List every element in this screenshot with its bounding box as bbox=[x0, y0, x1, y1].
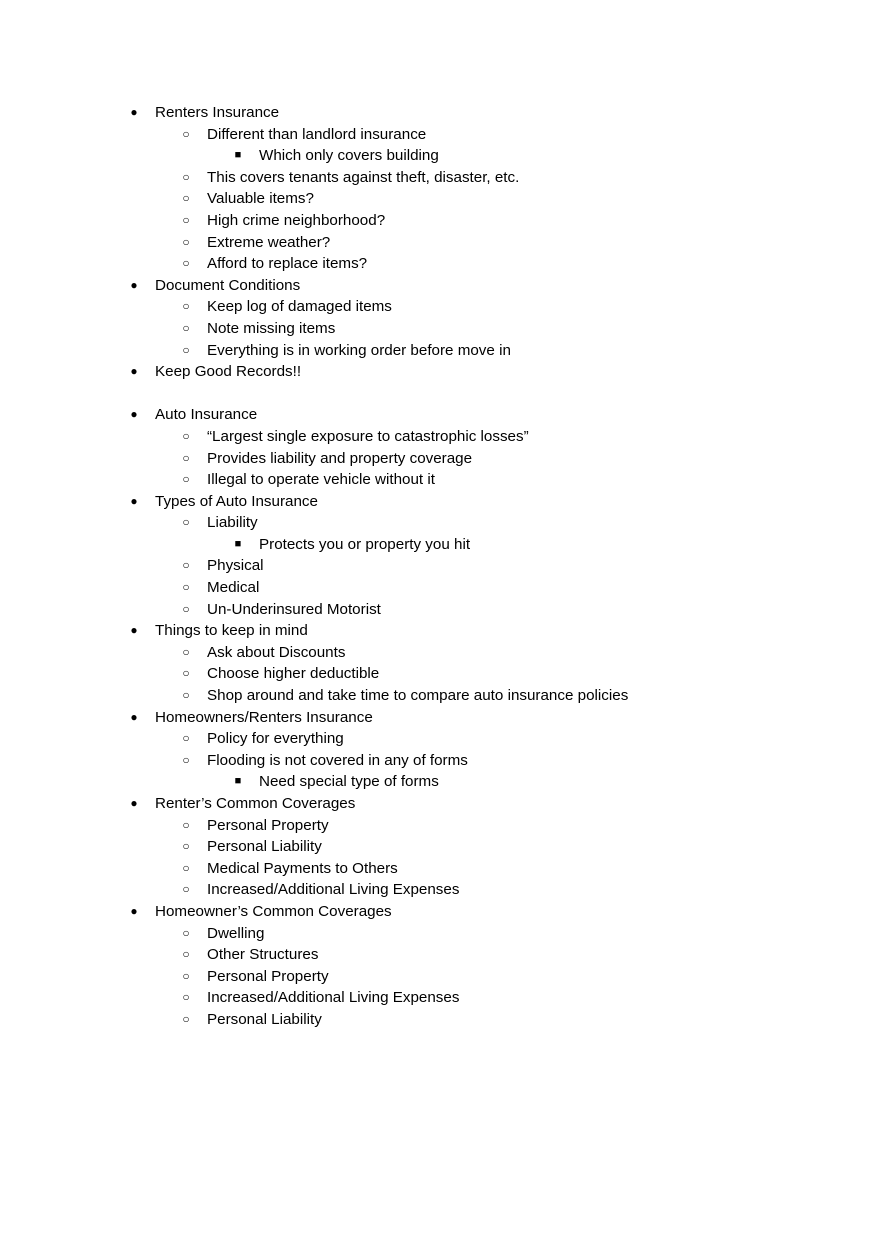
bullet-icon: ○ bbox=[182, 817, 190, 832]
bullet-icon: ○ bbox=[182, 925, 190, 940]
bullet-icon: ○ bbox=[182, 472, 190, 487]
list-item-text: Need special type of forms bbox=[259, 773, 439, 791]
list-item-text: Things to keep in mind bbox=[155, 622, 308, 640]
bullet-icon: ○ bbox=[182, 515, 190, 530]
list-item-text: Everything is in working order before move in bbox=[207, 341, 511, 359]
bullet-icon: ○ bbox=[182, 947, 190, 962]
list-item-level-2 bbox=[0, 750, 880, 772]
list-item-level-1 bbox=[0, 361, 880, 383]
list-item-level-3 bbox=[0, 771, 880, 793]
bullet-icon: ○ bbox=[182, 644, 190, 659]
bullet-icon: ○ bbox=[182, 428, 190, 443]
list-item-text: Auto Insurance bbox=[155, 406, 258, 424]
list-item-text: Valuable items? bbox=[207, 190, 314, 208]
list-item-text: Keep Good Records!! bbox=[155, 363, 302, 381]
list-item-level-2 bbox=[0, 879, 880, 901]
list-item-level-2 bbox=[0, 188, 880, 210]
list-item-level-2 bbox=[0, 124, 880, 146]
bullet-icon: ○ bbox=[182, 191, 190, 206]
list-item-level-2 bbox=[0, 599, 880, 621]
list-item-level-1 bbox=[0, 275, 880, 297]
bullet-icon: ● bbox=[130, 493, 138, 508]
bullet-icon: ● bbox=[130, 407, 138, 422]
list-item-level-2 bbox=[0, 555, 880, 577]
bullet-icon: ○ bbox=[182, 968, 190, 983]
bullet-icon: ● bbox=[130, 277, 138, 292]
list-item-text: Increased/Additional Living Expenses bbox=[207, 989, 460, 1007]
list-item-level-2 bbox=[0, 966, 880, 988]
bullet-icon: ○ bbox=[182, 212, 190, 227]
bullet-icon: ● bbox=[130, 105, 138, 119]
list-item-text: Extreme weather? bbox=[207, 233, 331, 251]
list-item-level-1 bbox=[0, 707, 880, 729]
list-item-level-2 bbox=[0, 469, 880, 491]
list-item-level-2 bbox=[0, 512, 880, 534]
list-item-level-2 bbox=[0, 944, 880, 966]
list-item-text: Homeowner’s Common Coverages bbox=[155, 902, 392, 920]
bullet-icon: ○ bbox=[182, 342, 190, 357]
list-item-text: This covers tenants against theft, disaster, etc. bbox=[207, 168, 520, 186]
bullet-icon: ○ bbox=[182, 169, 190, 184]
bullet-icon: ○ bbox=[182, 320, 190, 335]
list-item-level-1 bbox=[0, 901, 880, 923]
list-item-text: High crime neighborhood? bbox=[207, 211, 386, 229]
bullet-icon: ○ bbox=[182, 1011, 190, 1026]
list-item-level-2 bbox=[0, 210, 880, 232]
bullet-icon: ■ bbox=[234, 149, 242, 162]
list-item-level-2 bbox=[0, 836, 880, 858]
list-item-level-1 bbox=[0, 620, 880, 642]
list-item-text: Flooding is not covered in any of forms bbox=[207, 751, 468, 769]
list-item-text: Personal Property bbox=[207, 816, 329, 834]
blank-line bbox=[0, 383, 880, 405]
bullet-icon: ● bbox=[130, 903, 138, 918]
list-item-text: Which only covers building bbox=[259, 147, 439, 165]
list-item-level-2 bbox=[0, 426, 880, 448]
bullet-icon: ● bbox=[130, 623, 138, 638]
list-item-text: Ask about Discounts bbox=[207, 643, 346, 661]
list-item-text: Dwelling bbox=[207, 924, 265, 942]
list-item-text: Other Structures bbox=[207, 946, 319, 964]
list-item-level-2 bbox=[0, 642, 880, 664]
list-item-text: Provides liability and property coverage bbox=[207, 449, 473, 467]
list-item-level-3 bbox=[0, 145, 880, 167]
list-item-text: Choose higher deductible bbox=[207, 665, 380, 683]
list-item-level-2 bbox=[0, 318, 880, 340]
bullet-icon: ○ bbox=[182, 839, 190, 854]
bullet-icon: ○ bbox=[182, 731, 190, 746]
bullet-icon: ● bbox=[130, 709, 138, 724]
list-item-level-2 bbox=[0, 253, 880, 275]
list-item-level-2 bbox=[0, 577, 880, 599]
list-item-text: Afford to replace items? bbox=[207, 255, 368, 273]
list-item-level-2 bbox=[0, 923, 880, 945]
bullet-icon: ○ bbox=[182, 688, 190, 703]
list-item-level-2 bbox=[0, 728, 880, 750]
list-item-text: Illegal to operate vehicle without it bbox=[207, 471, 435, 489]
bullet-icon: ○ bbox=[182, 601, 190, 616]
list-item-level-1 bbox=[0, 404, 880, 426]
bullet-icon: ○ bbox=[182, 558, 190, 573]
list-item-text: Renter’s Common Coverages bbox=[155, 795, 356, 812]
list-item-text: Types of Auto Insurance bbox=[155, 492, 318, 510]
list-item-text: Renters Insurance bbox=[155, 104, 280, 121]
list-item-level-2 bbox=[0, 685, 880, 707]
list-item-level-2 bbox=[0, 1009, 880, 1031]
list-item-text: Note missing items bbox=[207, 319, 336, 337]
list-item-level-2 bbox=[0, 340, 880, 362]
list-item-level-2 bbox=[0, 858, 880, 880]
list-item-level-2 bbox=[0, 232, 880, 254]
list-item-text: Protects you or property you hit bbox=[259, 535, 471, 553]
list-item-text: Personal Property bbox=[207, 967, 329, 985]
list-item-text: Document Conditions bbox=[155, 276, 301, 294]
list-item-level-2 bbox=[0, 296, 880, 318]
bullet-icon: ○ bbox=[182, 299, 190, 314]
list-item-text: Personal Liability bbox=[207, 838, 322, 856]
bullet-icon: ○ bbox=[182, 256, 190, 271]
bullet-icon: ○ bbox=[182, 126, 190, 141]
list-item-text: “Largest single exposure to catastrophic losses” bbox=[207, 427, 529, 445]
list-item-level-2 bbox=[0, 815, 880, 837]
list-item-text: Keep log of damaged items bbox=[207, 298, 392, 316]
list-item-text: Homeowners/Renters Insurance bbox=[155, 708, 373, 726]
list-item-text: Medical bbox=[207, 579, 260, 597]
list-item-text: Un-Underinsured Motorist bbox=[207, 600, 381, 618]
list-item-level-1 bbox=[0, 793, 880, 815]
bullet-icon: ○ bbox=[182, 990, 190, 1005]
bullet-list bbox=[0, 102, 880, 1031]
list-item-text: Liability bbox=[207, 514, 258, 532]
list-item-text: Shop around and take time to compare auto insurance policies bbox=[207, 687, 629, 705]
bullet-icon: ○ bbox=[182, 860, 190, 875]
list-item-text: Different than landlord insurance bbox=[207, 125, 427, 143]
list-item-text: Policy for everything bbox=[207, 730, 344, 748]
list-item-text: Physical bbox=[207, 557, 264, 575]
bullet-icon: ○ bbox=[182, 234, 190, 249]
list-item-text: Increased/Additional Living Expenses bbox=[207, 881, 460, 899]
list-item-level-3 bbox=[0, 534, 880, 556]
list-item-text: Personal Liability bbox=[207, 1010, 322, 1028]
list-item-level-2 bbox=[0, 663, 880, 685]
bullet-icon: ○ bbox=[182, 752, 190, 767]
bullet-icon: ○ bbox=[182, 882, 190, 897]
bullet-icon: ● bbox=[130, 796, 138, 810]
bullet-icon: ○ bbox=[182, 450, 190, 465]
bullet-icon: ● bbox=[130, 364, 138, 379]
list-item-text: Medical Payments to Others bbox=[207, 859, 398, 877]
bullet-icon: ■ bbox=[234, 775, 242, 788]
list-item-level-2 bbox=[0, 167, 880, 189]
bullet-icon: ■ bbox=[234, 537, 242, 550]
list-item-level-2 bbox=[0, 448, 880, 470]
list-item-level-1 bbox=[0, 102, 880, 124]
list-item-level-2 bbox=[0, 987, 880, 1009]
bullet-icon: ○ bbox=[182, 666, 190, 681]
list-item-level-1 bbox=[0, 491, 880, 513]
bullet-icon: ○ bbox=[182, 580, 190, 595]
